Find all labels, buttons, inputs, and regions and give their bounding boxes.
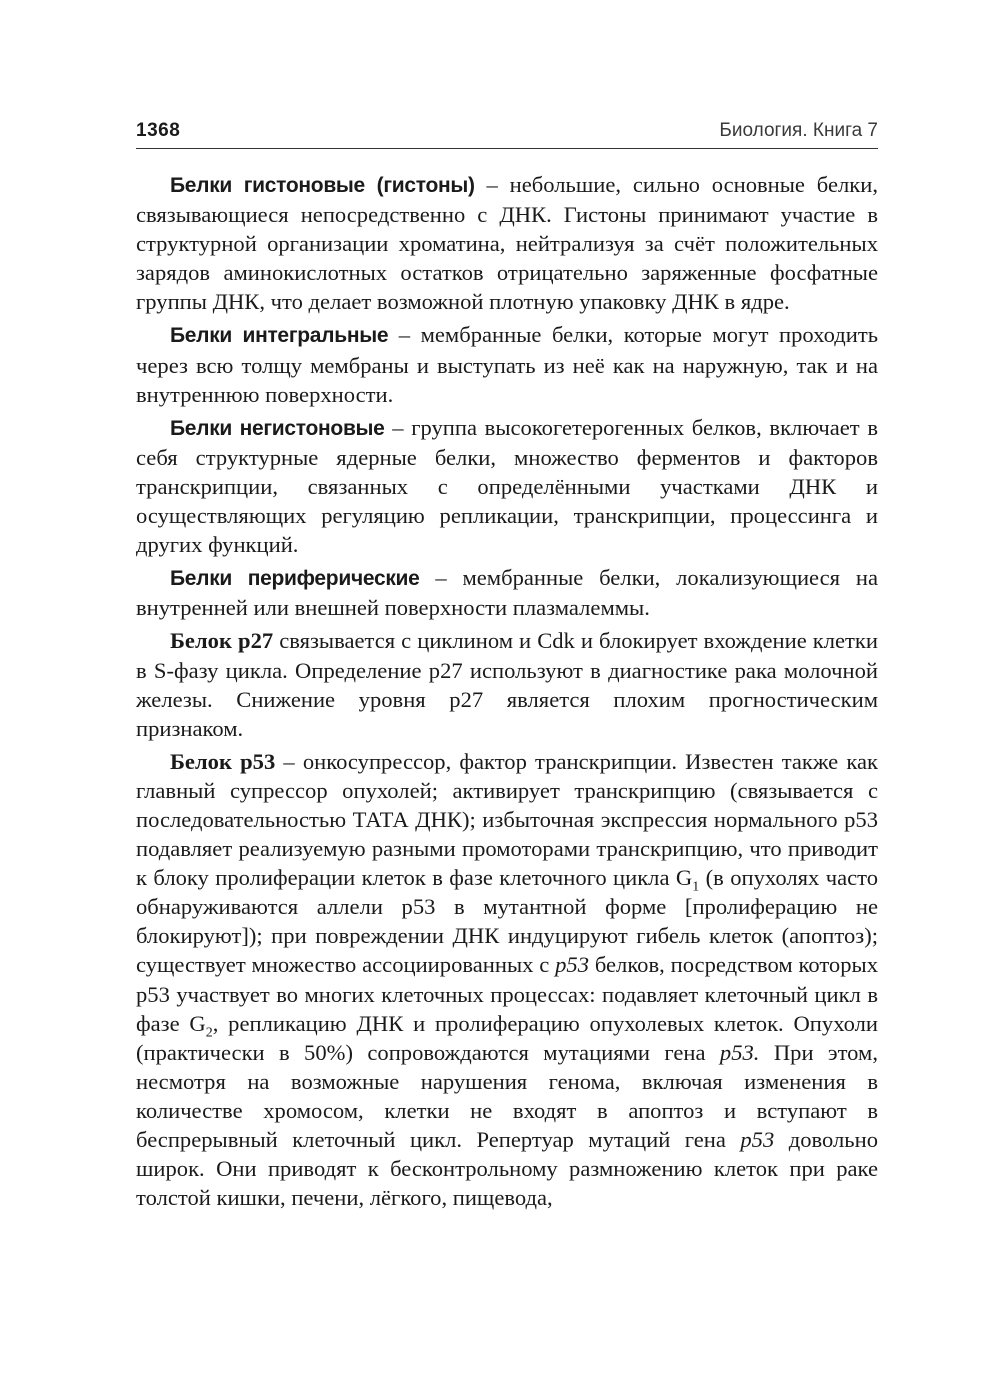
entry-definition-part: , репликацию ДНК и пролиферацию опухолевых клеток. Опухоли (практически в 50%) сопровождаются мутациями гена <box>136 1010 878 1065</box>
entry-definition-part: – онкосупрессор, фактор транскрипции. Известен также как главный супрессор опухолей; активирует транскрипцию (связывается с последовательностью ТАТА ДНК); избыточная экспрессия нормального р53 подавляет реализуемую разными промоторами транскрипцию, что приводит к блоку пролиферации клеток в фазе клеточного цикла G <box>136 748 878 891</box>
entry-definition-part: белков, посредством которых р53 участвует во многих клеточных процессах: подавляет клеточный цикл в фазе G <box>136 952 878 1036</box>
page-body <box>136 170 878 1216</box>
entry-term: Белки интегральные <box>170 324 389 348</box>
subscript: 2 <box>205 1025 213 1041</box>
gene-name: р53 <box>555 952 589 978</box>
gene-name: р53. <box>719 1039 760 1065</box>
subscript: 1 <box>692 879 700 895</box>
entry-histone-proteins <box>136 170 878 316</box>
entry-definition: – небольшие, сильно основные белки, связывающиеся непосредственно с ДНК. Гистоны принимают участие в структурной организации хроматина, нейтрализуя за счёт положительных зарядов аминокислотных остатков отрицательно заряженные фосфатные группы ДНК, что делает возможной плотную упаковку ДНК в ядре. <box>136 172 878 315</box>
running-title: Биология. Книга 7 <box>719 120 878 141</box>
entry-protein-p53 <box>136 747 878 1213</box>
entry-definition: – мембранные белки, локализующиеся на внутренней или внешней поверхности плазмалеммы. <box>136 565 879 621</box>
gene-name: р53 <box>740 1127 775 1152</box>
entry-term: Белки периферические <box>170 567 420 591</box>
entry-integral-proteins <box>136 320 878 408</box>
entry-term: Белки негистоновые <box>170 416 385 440</box>
entry-term: Белки гистоновые (гистоны) <box>170 174 475 197</box>
entry-protein-p27 <box>136 626 878 742</box>
entry-definition: связывается с циклином и Cdk и блокирует вхождение клетки в S-фазу цикла. Определение р27 используют в диагностике рака молочной железы. Снижение уровня р27 является плохим прогностическим признаком. <box>136 628 879 741</box>
entry-peripheral-proteins <box>136 563 878 622</box>
entry-definition: – мембранные белки, которые могут проходить через всю толщу мембраны и выступать из неё как на наружную, так и на внутреннюю поверхности. <box>136 322 878 407</box>
entry-nonhistone-proteins <box>136 413 878 559</box>
entry-definition-part: (в опухолях часто обнаруживаются аллели р53 в мутантной форме [пролиферацию не блокируют]); при повреждении ДНК индуцируют гибель клеток (апоптоз); существует множество ассоциированных с <box>136 865 878 978</box>
page-number: 1368 <box>136 120 181 141</box>
entry-definition-part: При этом, несмотря на возможные нарушения генома, включая изменения в количестве хромосом, клетки не входят в апоптоз и вступают в беспрерывный клеточный цикл. Репертуар мутаций гена <box>136 1039 878 1152</box>
entry-definition-part: довольно широк. Они приводят к бесконтрольному размножению клеток при раке толстой кишки, печени, лёгкого, пищевода, <box>136 1127 879 1211</box>
entry-definition: – группа высокогетерогенных белков, включает в себя структурные ядерные белки, множество ферментов и факторов транскрипции, связанных с определёнными участками ДНК и осуществляющих регуляцию репликации, транскрипции, процессинга и других функций. <box>136 414 878 558</box>
entry-term: Белок р53 <box>170 748 276 774</box>
entry-term: Белок р27 <box>170 628 274 654</box>
page-header <box>136 118 878 149</box>
